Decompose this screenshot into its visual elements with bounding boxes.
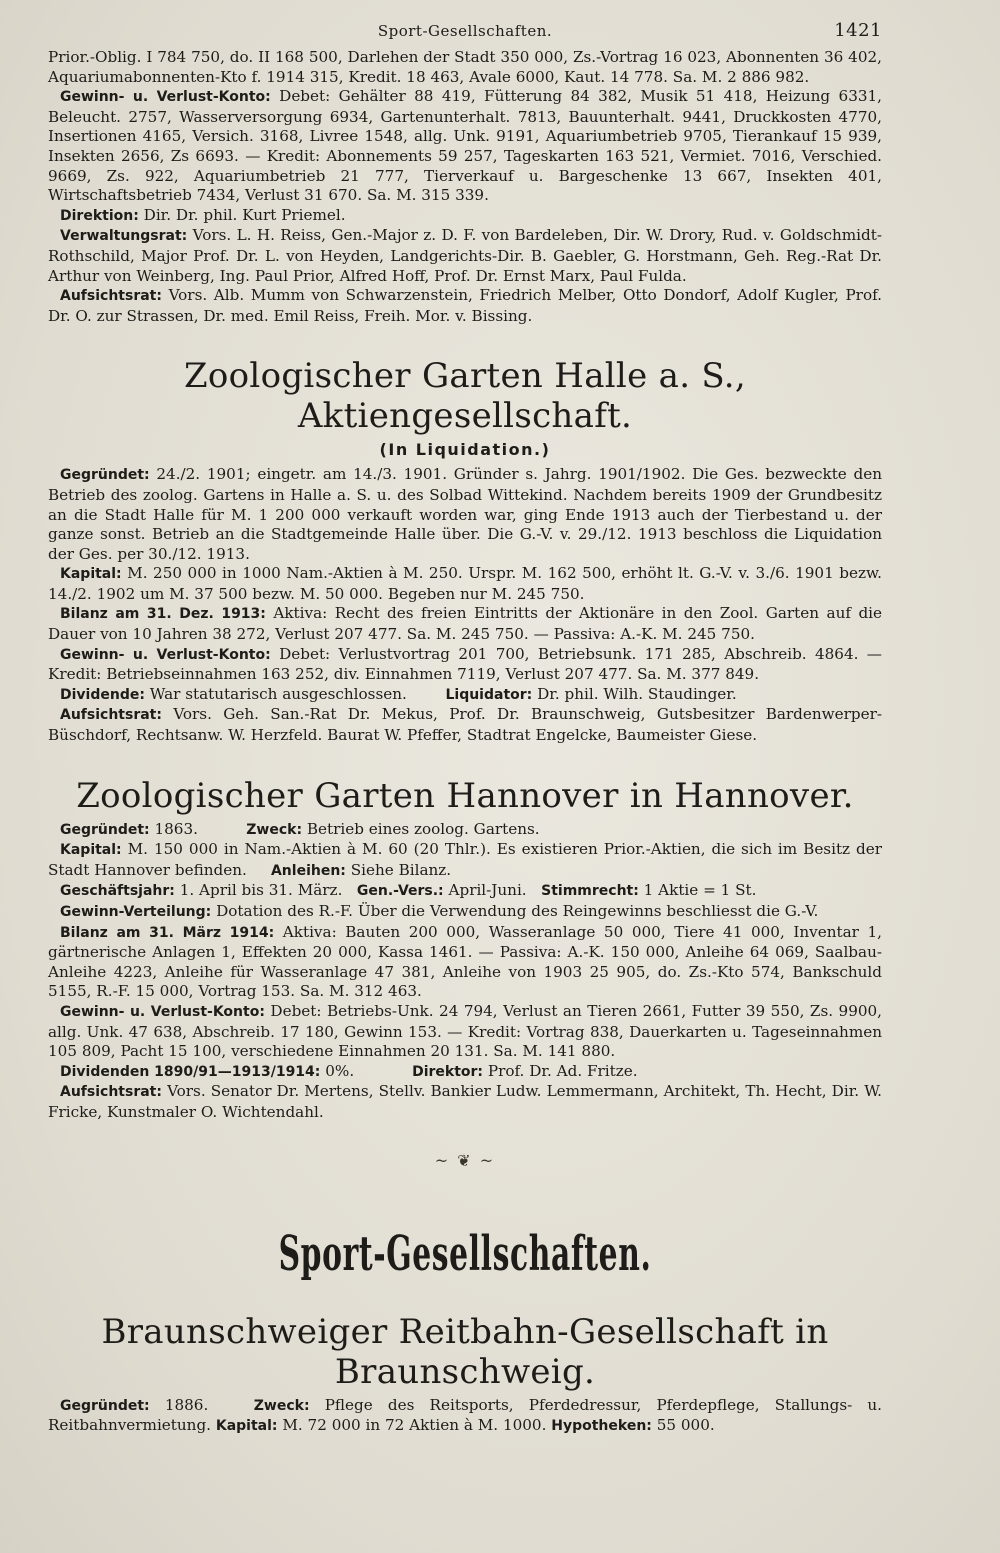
paragraph-text-direktor: Prof. Dr. Ad. Fritze. xyxy=(487,1061,638,1080)
paragraph-label: Gewinn- u. Verlust-Konto: xyxy=(60,646,271,663)
paragraph-text: Vors. Alb. Mumm von Schwarzenstein, Friedrich Melber, Otto Dondorf, Adolf Kugler, Prof. Dr. O. zur Strassen, Dr. med. Emil Reiss, Freih. Mor. v. Bissing. xyxy=(48,286,882,325)
paragraph-bilanz xyxy=(48,923,882,1002)
paragraph-profit-loss xyxy=(48,1002,882,1062)
paragraph-text-zweck: Betrieb eines zoolog. Gartens. xyxy=(306,819,540,838)
paragraph-text: M. 250 000 in 1000 Nam.-Aktien à M. 250. Urspr. M. 162 500, erhöht lt. G.-V. v. 3./6. 1901 bezw. 14./2. 1902 um M. 37 500 bezw. M. 50 000. Begeben nur M. 245 750. xyxy=(48,564,883,603)
paragraph-aufsichtsrat xyxy=(48,705,882,745)
paragraph-label: Dividenden 1890/91—1913/1914: xyxy=(60,1063,321,1080)
company-entry-braunschweig xyxy=(48,1312,882,1437)
company-entry-hannover xyxy=(48,776,882,1123)
paragraph-gegruendet xyxy=(48,820,882,841)
paragraph-text-genvers: April-Juni. xyxy=(448,881,527,900)
running-title: Sport-Gesellschaften. xyxy=(377,22,553,40)
paragraph-geschaeftsjahr xyxy=(48,881,882,902)
paragraph-gegruendet xyxy=(48,465,882,564)
paragraph-label-hypotheken: Hypotheken: xyxy=(551,1418,652,1435)
company-entry-halle xyxy=(48,356,882,745)
paragraph-label: Bilanz am 31. Dez. 1913: xyxy=(60,606,266,623)
paragraph-bilanz xyxy=(48,604,882,644)
company-title: Zoologischer Garten Hannover in Hannover. xyxy=(76,775,854,816)
paragraph-label: Geschäftsjahr: xyxy=(60,883,175,900)
paragraph-text: Vors. Senator Dr. Mertens, Stellv. Bankier Ludw. Lemmermann, Architekt, Th. Hecht, Dir. W. Fricke, Kunstmaler O. Wichtendahl. xyxy=(48,1082,882,1121)
paragraph-label-stimmrecht: Stimmrecht: xyxy=(541,883,639,900)
paragraph-label: Kapital: xyxy=(60,842,122,859)
paragraph-profit-loss xyxy=(48,645,882,685)
paragraph-label-liquidator: Liquidator: xyxy=(445,686,533,703)
section-divider-ornament: ~ ❦ ~ xyxy=(434,1150,496,1170)
paragraph-text: Vors. L. H. Reiss, Gen.-Major z. D. F. von Bardeleben, Dir. W. Drory, Rud. v. Goldschmidt-Rothschild, Major Prof. Dr. L. von Heyden, Landgerichts-Dir. B. Gaebler, G. Horstmann, Geh. Reg.-Rat Dr. Arthur von Weinberg, Ing. Paul Prior, Alfred Hoff, Prof. Dr. Ernst Marx, Paul Fulda. xyxy=(48,226,882,285)
paragraph-text: War statutarisch ausgeschlossen. xyxy=(149,684,407,703)
paragraph-text: Debet: Gehälter 88 419, Fütterung 84 382, Musik 51 418, Heizung 6331, Beleucht. 2757, Wasserversorgung 6934, Gartenunterhalt. 7813, Bauunterhalt. 9441, Druckkosten 4770, Insertionen 4165, Versich. 3168, Livree 1548, allg. Unk. 9191, Aquariumbetrieb 9705, Tierankauf 15 939, Insekten 2656, Zs 6693. — Kredit: Abonnements 59 257, Tageskarten 163 521, Vermiet. 7016, Verschied. 9669, Zs. 922, Aquariumbetrieb 21 777, Tierverkauf u. Bargeschenke 13 667, Insekten 401, Wirtschaftsbetrieb 7434, Verlust 31 670. Sa. M. 315 339. xyxy=(48,87,883,205)
paragraph-text-hypotheken: 55 000. xyxy=(656,1416,715,1435)
paragraph-label: Gewinn- u. Verlust-Konto: xyxy=(60,89,271,106)
paragraph-label: Gegründet: xyxy=(60,467,150,484)
paragraph-gewinn-verteilung xyxy=(48,902,882,923)
company-subtitle: (In Liquidation.) xyxy=(379,440,551,460)
paragraph-label: Aufsichtsrat: xyxy=(60,288,162,305)
paragraph-dividende xyxy=(48,685,882,706)
section-title: Sport-Gesellschaften. xyxy=(278,1225,652,1282)
paragraph-text: Debet: Verlustvortrag 201 700, Betriebsunk. 171 285, Abschreib. 4864. — Kredit: Betriebseinnahmen 163 252, div. Einnahmen 7119, Verlust 207 477. Sa. M. 377 849. xyxy=(48,644,882,684)
paragraph-balance-continued xyxy=(48,48,882,87)
paragraph-text: 1886. xyxy=(164,1395,209,1414)
paragraph-text: Aktiva: Bauten 200 000, Wasseranlage 50 000, Tiere 41 000, Inventar 1, gärtnerische Anlagen 1, Effekten 20 000, Kassa 1461. — Passiva: A.-K. 150 000, Anleihe 64 069, Saalbau-Anleihe 4223, Anleihe für Wasseranlage 47 381, Anleihe von 1903 25 905, do. Zs.-Kto 574, Bankschuld 5155, R.-F. 15 000, Vortrag 153. Sa. M. 312 463. xyxy=(48,922,882,1001)
paragraph-text: M. 150 000 in Nam.-Aktien à M. 60 (20 Thlr.). Es existieren Prior.-Aktien, die sich im Besitz der Stadt Hannover befinden. xyxy=(48,840,882,879)
paragraph-text: Prior.-Oblig. I 784 750, do. II 168 500, Darlehen der Stadt 350 000, Zs.-Vortrag 16 023, Abonnenten 36 402, Aquariumabonnenten-Kto f. 1914 315, Kredit. 18 463, Avale 6000, Kaut. 14 778. Sa. M. 2 886 982. xyxy=(48,48,882,86)
paragraph-text: 24./2. 1901; eingetr. am 14./3. 1901. Gründer s. Jahrg. 1901/1902. Die Ges. bezweckte den Betrieb des zoolog. Gartens in Halle a. S. u. des Solbad Wittekind. Nachdem bereits 1909 der Grundbesitz an die Stadt Halle für M. 1 200 000 verkauft worden war, ging Ende 1913 auch der Tierbestand u. der ganze sonst. Betrieb an die Stadtgemeinde Halle über. Die G.-V. v. 29./12. 1913 beschloss die Liquidation der Ges. per 30./12. 1913. xyxy=(48,465,883,563)
paragraph-profit-loss xyxy=(48,87,882,206)
paragraph-verwaltungsrat xyxy=(48,226,882,286)
paragraph-text: 1863. xyxy=(154,819,198,838)
paragraph-text: Dir. Dr. phil. Kurt Priemel. xyxy=(143,205,346,224)
paragraph-label-kapital: Kapital: xyxy=(215,1418,278,1435)
paragraph-kapital xyxy=(48,840,882,881)
paragraph-label-genvers: Gen.-Vers.: xyxy=(356,883,444,900)
paragraph-kapital xyxy=(48,564,882,604)
paragraph-text-kapital: M. 72 000 in 72 Aktien à M. 1000. xyxy=(282,1416,547,1435)
paragraph-label: Dividende: xyxy=(60,686,145,703)
running-head xyxy=(48,22,882,48)
paragraph-text: 1. April bis 31. März. xyxy=(179,881,343,900)
company-title: Zoologischer Garten Halle a. S., Aktiengesellschaft. xyxy=(183,356,747,437)
paragraph-text: Dotation des R.-F. Über die Verwendung des Reingewinns beschliesst die G.-V. xyxy=(216,902,819,920)
paragraph-label-direktor: Direktor: xyxy=(412,1063,484,1080)
paragraph-text: Debet: Betriebs-Unk. 24 794, Verlust an Tieren 2661, Futter 39 550, Zs. 9900, allg. Unk. 47 638, Abschreib. 17 180, Gewinn 153. — Kredit: Vortrag 838, Dauerkarten u. Tageseinnahmen 105 809, Pacht 15 100, verschiedene Einnahmen 20 131. Sa. M. 141 880. xyxy=(48,1001,883,1061)
page-number: 1421 xyxy=(834,20,882,41)
paragraph-label: Aufsichtsrat: xyxy=(60,1084,162,1101)
paragraph-dividenden xyxy=(48,1062,882,1083)
paragraph-text-stimmrecht: 1 Aktie = 1 St. xyxy=(643,881,757,900)
paragraph-label: Aufsichtsrat: xyxy=(60,707,162,724)
paragraph-label-zweck: Zweck: xyxy=(253,1397,310,1414)
paragraph-label: Kapital: xyxy=(60,566,122,583)
previous-company-continuation xyxy=(48,48,882,326)
paragraph-label: Gewinn-Verteilung: xyxy=(60,904,212,920)
paragraph-direktion xyxy=(48,206,882,227)
paragraph-gegruendet xyxy=(48,1396,882,1437)
paragraph-label: Gewinn- u. Verlust-Konto: xyxy=(60,1003,265,1020)
paragraph-label-anleihen: Anleihen: xyxy=(270,862,346,879)
paragraph-label: Gegründet: xyxy=(60,821,150,838)
paragraph-text-liquidator: Dr. phil. Wilh. Staudinger. xyxy=(537,684,737,703)
paragraph-text-zweck: Pflege des Reitsports, Pferdedressur, Pferdepflege, Stallungs- u. Reitbahnvermietung. xyxy=(48,1395,883,1435)
paragraph-text-anleihen: Siehe Bilanz. xyxy=(350,860,452,879)
paragraph-text: Vors. Geh. San.-Rat Dr. Mekus, Prof. Dr. Braunschweig, Gutsbesitzer Bardenwerper-Büschdorf, Rechtsanw. W. Herzfeld. Baurat W. Pfeffer, Stadtrat Engelcke, Baumeister Giese. xyxy=(48,705,883,745)
paragraph-label: Verwaltungsrat: xyxy=(60,228,188,245)
paragraph-label: Gegründet: xyxy=(60,1397,150,1414)
paragraph-aufsichtsrat xyxy=(48,286,882,326)
paragraph-text: Aktiva: Recht des freien Eintritts der Aktionäre in den Zool. Garten auf die Dauer von 10 Jahren 38 272, Verlust 207 477. Sa. M. 245 750. — Passiva: A.-K. M. 245 750. xyxy=(48,604,883,644)
paragraph-label-zweck: Zweck: xyxy=(246,821,303,838)
paragraph-aufsichtsrat xyxy=(48,1082,882,1122)
paragraph-label: Bilanz am 31. März 1914: xyxy=(60,924,275,941)
company-title: Braunschweiger Reitbahn-Gesellschaft in Braunschweig. xyxy=(101,1311,829,1392)
paragraph-label: Direktion: xyxy=(60,207,139,224)
paragraph-text: 0%. xyxy=(325,1061,355,1080)
